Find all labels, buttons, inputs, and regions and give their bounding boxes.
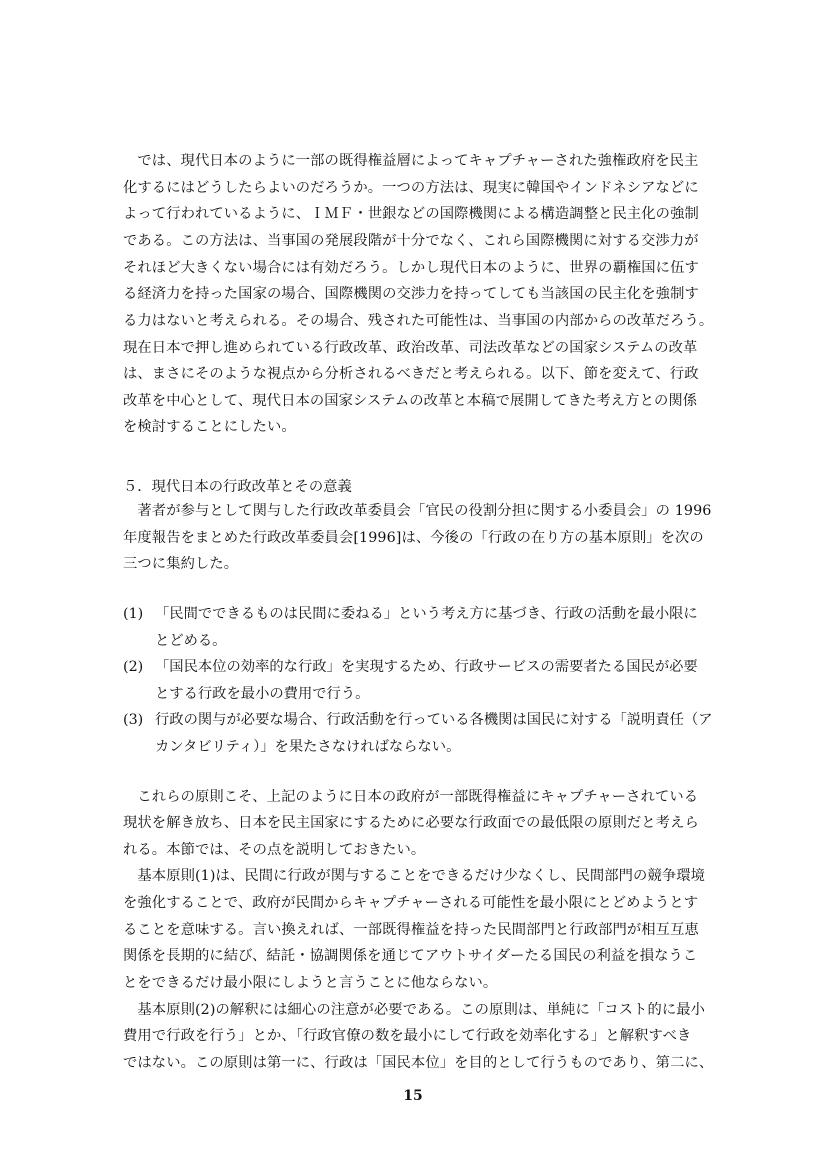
text-line: 著者が参与として関与した行政改革委員会「官民の役割分担に関する小委員会」の 1996 (123, 503, 712, 519)
list-item-text: 「民間でできるものは民間に委ねる」という考え方に基づき、行政の活動を最小限に (155, 606, 698, 622)
text-line: では、現代日本のように一部の既得権益層によってキャプチャーされた強権政府を民主 (123, 153, 699, 169)
text-line: は、まさにそのような視点から分析されるべきだと考えられる。以下、節を変えて、行政 (123, 366, 699, 382)
text-line: である。この方法は、当事国の発展段階が十分でなく、これら国際機関に対する交渉力が (123, 233, 699, 249)
text-line: る力はないと考えられる。その場合、残された可能性は、当事国の内部からの改革だろう。 (123, 313, 714, 329)
text-line: を検討することにしたい。 (123, 419, 296, 435)
list-item-number: (2) (123, 659, 144, 675)
section-heading: ５．現代日本の行政改革とその意義 (123, 479, 352, 495)
text-line: 基本原則(2)の解釈には細心の注意が必要である。この原則は、単純に「コスト的に最小 (123, 1002, 706, 1018)
text-line: 三つに集約した。 (123, 556, 239, 572)
text-line: 現状を解き放ち、日本を民主国家にするために必要な行政面での最低限の原則だと考えら (123, 815, 699, 831)
list-item-text: 「国民本位の効率的な行政」を実現するため、行政サービスの需要者たる国民が必要 (155, 659, 698, 675)
text-line: ることを意味する。言い換えれば、一部既得権益を持った民間部門と行政部門が相互互恵 (123, 922, 699, 938)
page-number: 15 (403, 1088, 423, 1104)
text-line: 基本原則(1)は、民間に行政が関与することをできるだけ少なくし、民間部門の競争環境 (123, 868, 706, 884)
list-item-number: (1) (123, 606, 144, 622)
text-line: を強化することで、政府が民間からキャプチャーされる可能性を最小限にとどめようとす (123, 895, 699, 911)
text-line: それほど大きくない場合には有効だろう。しかし現代日本のように、世界の覇権国に伍す (123, 260, 699, 276)
list-item-text: とどめる。 (155, 633, 227, 649)
text-line: 現在日本で押し進められている行政改革、政治改革、司法改革などの国家システムの改革 (123, 340, 698, 356)
list-item-text: カンタビリティ）」を果たさなければならない。 (155, 739, 461, 755)
text-line: る経済力を持った国家の場合、国際機関の交渉力を持ってしても当該国の民主化を強制す (123, 286, 699, 302)
text-line: ではない。この原則は第一に、行政は「国民本位」を目的として行うものであり、第二に、 (123, 1055, 714, 1071)
text-line: 年度報告をまとめた行政改革委員会[1996]は、今後の「行政の在り方の基本原則」を次の (123, 530, 704, 546)
list-item-text: とする行政を最小の費用で行う。 (155, 686, 370, 702)
text-line: 関係を長期的に結び、結託・協調関係を通じてアウトサイダーたる国民の利益を損なうこ (123, 948, 698, 964)
text-line: 化するにはどうしたらよいのだろうか。一つの方法は、現実に韓国やインドネシアなどに (123, 180, 699, 196)
text-line: これらの原則こそ、上記のように日本の政府が一部既得権益にキャプチャーされている (123, 789, 699, 805)
list-item-number: (3) (123, 712, 144, 728)
text-line: れる。本節では、その点を説明しておきたい。 (123, 842, 426, 858)
text-line: 費用で行政を行う」とか、「行政官僚の数を最小にして行政を効率化する」と解釈すべき (123, 1028, 692, 1044)
text-line: とをできるだけ最小限にしようと言うことに他ならない。 (123, 975, 498, 991)
text-line: 改革を中心として、現代日本の国家システムの改革と本稿で展開してきた考え方との関係 (123, 393, 698, 409)
list-item-text: 行政の関与が必要な場合、行政活動を行っている各機関は国民に対する「説明責任（ア (155, 712, 713, 728)
text-line: よって行われているように、ＩＭＦ・世銀などの国際機関による構造調整と民主化の強制 (123, 206, 699, 222)
